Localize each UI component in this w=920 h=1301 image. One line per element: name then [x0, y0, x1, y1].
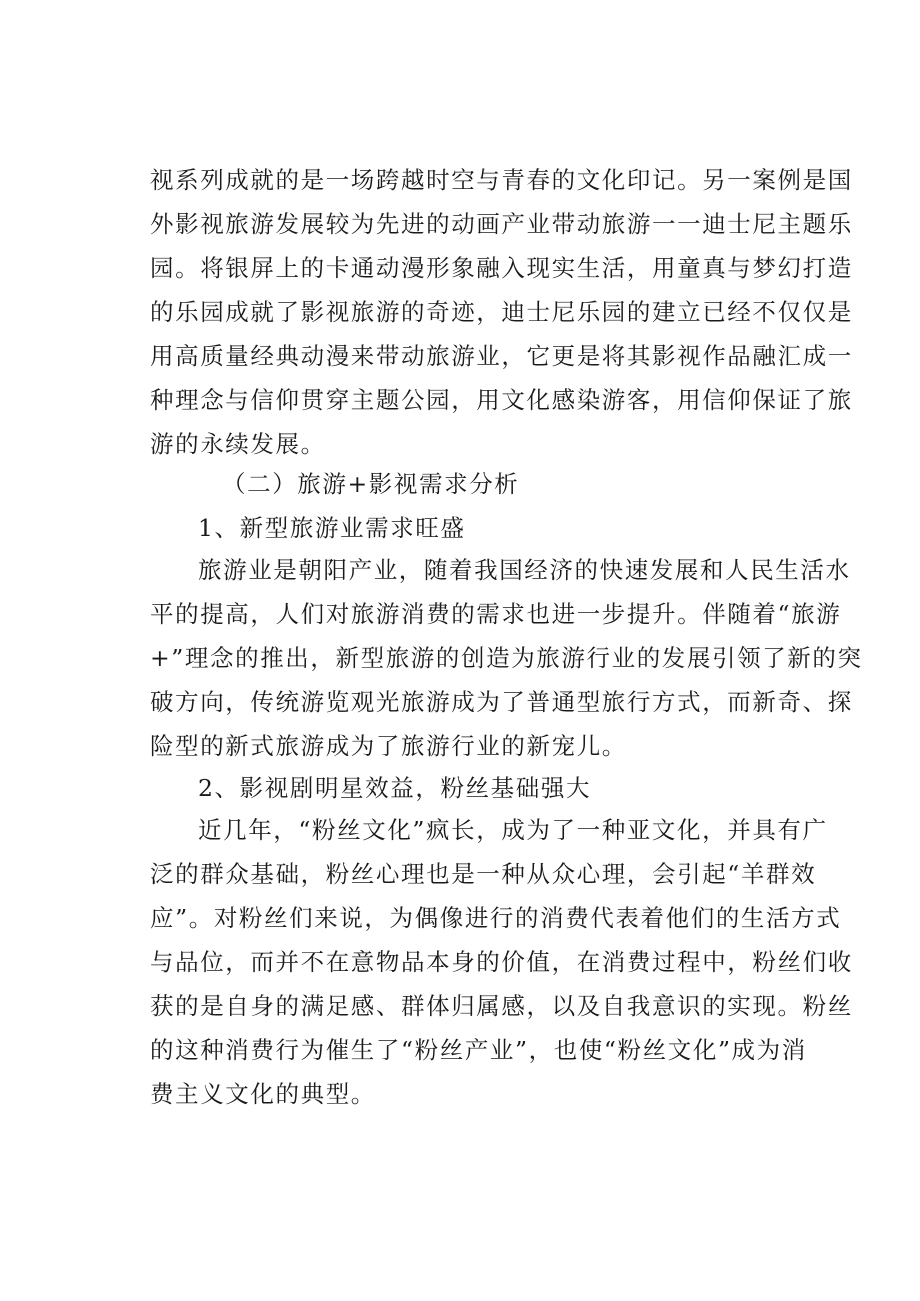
paragraph-line: 用高质量经典动漫来带动旅游业，它更是将其影视作品融汇成一: [150, 342, 853, 370]
paragraph-line: 种理念与信仰贯穿主题公园，用文化感染游客，用信仰保证了旅: [150, 386, 853, 414]
paragraph-line: 险型的新式旅游成为了旅游行业的新宠儿。: [150, 732, 627, 760]
paragraph-line: 园。将银屏上的卡通动漫形象融入现实生活，用童真与梦幻打造: [150, 254, 853, 282]
paragraph-line: 视系列成就的是一场跨越时空与青春的文化印记。另一案例是国: [150, 166, 853, 194]
paragraph-line: 的乐园成就了影视旅游的奇迹，迪士尼乐园的建立已经不仅仅是: [150, 298, 853, 326]
paragraph-line: 应”。对粉丝们来说，为偶像进行的消费代表着他们的生活方式: [150, 904, 842, 932]
paragraph-line: 旅游业是朝阳产业，随着我国经济的快速发展和人民生活水: [198, 556, 851, 584]
paragraph-line: 费主义文化的典型。: [150, 1080, 376, 1108]
paragraph-line: 游的永续发展。: [150, 430, 326, 458]
paragraph-line: 破方向，传统游览观光旅游成为了普通型旅行方式，而新奇、探: [150, 688, 853, 716]
paragraph-line: 平的提高，人们对旅游消费的需求也进一步提升。伴随着“旅游: [150, 600, 842, 628]
paragraph-line: 与品位，而并不在意物品本身的价值，在消费过程中，粉丝们收: [150, 948, 853, 976]
paragraph-line: 获的是自身的满足感、群体归属感，以及自我意识的实现。粉丝: [150, 992, 853, 1020]
paragraph-line: 外影视旅游发展较为先进的动画产业带动旅游一一迪士尼主题乐: [150, 210, 853, 238]
subsection-heading: 2、影视剧明星效益，粉丝基础强大: [198, 774, 592, 802]
paragraph-line: 的这种消费行为催生了“粉丝产业”，也使“粉丝文化”成为消: [150, 1036, 807, 1064]
section-heading: （二）旅游+影视需求分析: [222, 470, 520, 498]
subsection-heading: 1、新型旅游业需求旺盛: [198, 514, 466, 542]
paragraph-line: 泛的群众基础，粉丝心理也是一种从众心理，会引起“羊群效: [150, 860, 817, 888]
paragraph-line: 近几年，“粉丝文化”疯长，成为了一种亚文化，并具有广: [198, 816, 828, 844]
paragraph-line: +”理念的推出，新型旅游的创造为旅游行业的发展引领了新的突: [150, 644, 863, 672]
